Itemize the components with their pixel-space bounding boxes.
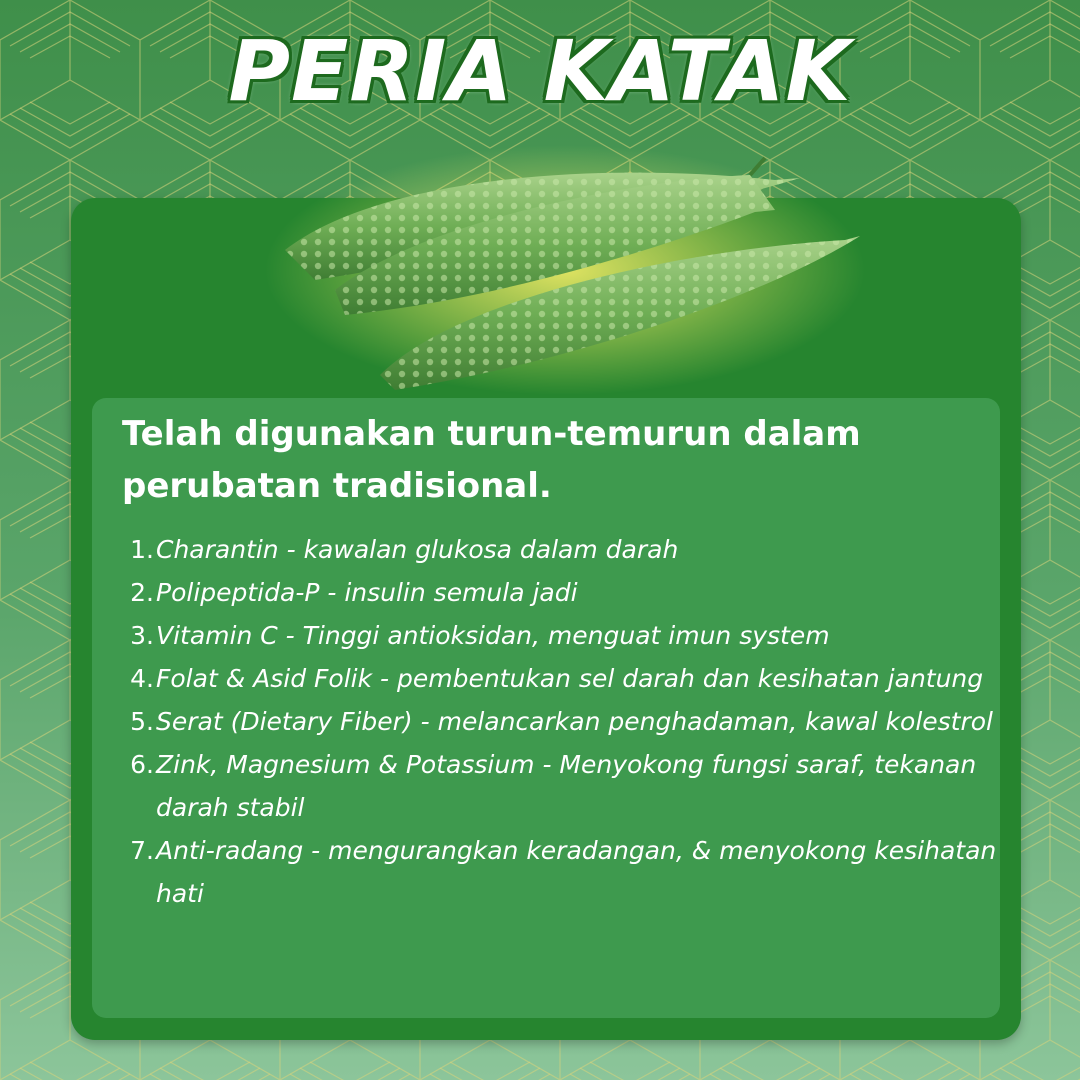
list-number: 1.	[130, 535, 154, 564]
intro-heading: Telah digunakan turun-temurun dalam perubatan tradisional.	[122, 414, 861, 506]
bitter-gourd-image	[255, 140, 875, 400]
list-number: 5.	[130, 707, 154, 736]
page-title: PERIA KATAK	[228, 22, 852, 120]
list-item	[118, 700, 998, 743]
list-text: Folat & Asid Folik - pembentukan sel darah dan kesihatan jantung	[156, 664, 984, 693]
list-item	[118, 528, 998, 571]
list-number: 6.	[130, 750, 154, 779]
list-text: Vitamin C - Tinggi antioksidan, menguat imun system	[156, 621, 830, 650]
benefits-list	[118, 528, 998, 915]
list-text: Zink, Magnesium & Potassium - Menyokong fungsi saraf, tekanan darah stabil	[156, 750, 977, 822]
list-text: Polipeptida-P - insulin semula jadi	[156, 578, 578, 607]
list-item	[118, 614, 998, 657]
list-number: 4.	[130, 664, 154, 693]
list-text: Anti-radang - mengurangkan keradangan, & menyokong kesihatan hati	[156, 836, 997, 908]
list-item	[118, 657, 998, 700]
list-number: 2.	[130, 578, 154, 607]
list-item	[118, 571, 998, 614]
list-text: Serat (Dietary Fiber) - melancarkan penghadaman, kawal kolestrol	[156, 707, 993, 736]
list-text: Charantin - kawalan glukosa dalam darah	[156, 535, 679, 564]
list-number: 3.	[130, 621, 154, 650]
list-item	[118, 829, 998, 915]
list-number: 7.	[130, 836, 154, 865]
list-item	[118, 743, 998, 829]
